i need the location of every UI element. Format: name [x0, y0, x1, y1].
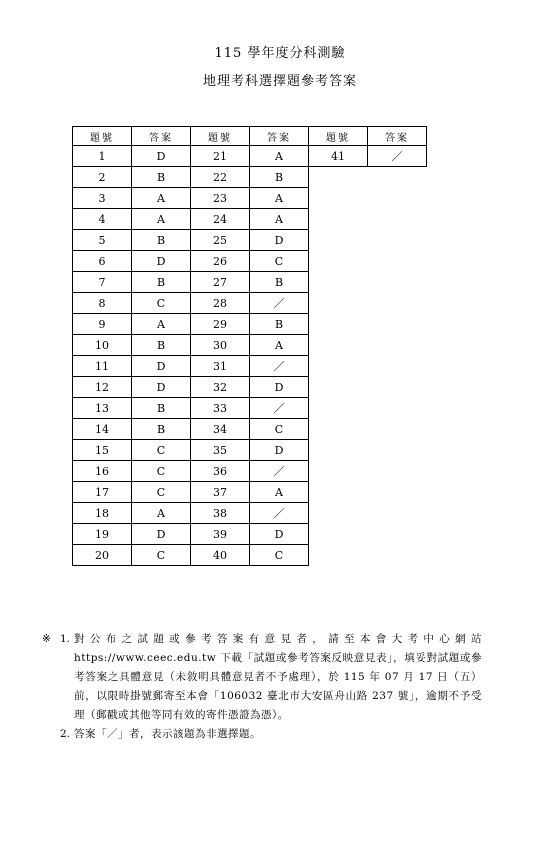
empty-cell — [368, 314, 427, 335]
answer-cell: D — [132, 524, 191, 545]
empty-cell — [368, 419, 427, 440]
question-number-cell: 34 — [191, 419, 250, 440]
note-number: 2. — [60, 728, 71, 740]
empty-cell — [309, 440, 368, 461]
empty-cell — [368, 251, 427, 272]
empty-cell — [309, 251, 368, 272]
empty-cell — [309, 461, 368, 482]
table-row — [73, 188, 427, 209]
empty-cell — [309, 377, 368, 398]
table-row — [73, 209, 427, 230]
notes-section — [42, 630, 482, 744]
question-number-cell: 20 — [73, 545, 132, 566]
table-header-row — [73, 127, 427, 146]
page-subtitle: 地理考科選擇題參考答案 — [202, 74, 357, 89]
empty-cell — [368, 335, 427, 356]
empty-cell — [368, 461, 427, 482]
answer-cell: D — [250, 524, 309, 545]
answer-cell: A — [250, 209, 309, 230]
empty-cell — [368, 356, 427, 377]
question-number-cell: 30 — [191, 335, 250, 356]
column-header: 答案 — [368, 127, 427, 146]
answer-cell: ／ — [250, 503, 309, 524]
answer-cell: A — [132, 314, 191, 335]
question-number-cell: 23 — [191, 188, 250, 209]
answer-cell: ／ — [250, 293, 309, 314]
answer-cell: B — [250, 167, 309, 188]
empty-cell — [368, 188, 427, 209]
empty-cell — [309, 503, 368, 524]
answer-cell: C — [132, 293, 191, 314]
question-number-cell: 8 — [73, 293, 132, 314]
question-number-cell: 13 — [73, 398, 132, 419]
empty-cell — [368, 377, 427, 398]
answer-cell: C — [250, 251, 309, 272]
empty-cell — [309, 545, 368, 566]
answer-cell: A — [250, 482, 309, 503]
column-header: 題號 — [191, 127, 250, 146]
question-number-cell: 19 — [73, 524, 132, 545]
empty-cell — [309, 419, 368, 440]
question-number-cell: 26 — [191, 251, 250, 272]
table-row — [73, 251, 427, 272]
answer-cell: B — [250, 272, 309, 293]
table-row — [73, 398, 427, 419]
question-number-cell: 35 — [191, 440, 250, 461]
empty-cell — [309, 230, 368, 251]
note-text: 答案「／」者，表示該題為非選擇題。 — [74, 728, 261, 740]
answer-cell: D — [250, 230, 309, 251]
answer-cell: A — [132, 503, 191, 524]
question-number-cell: 4 — [73, 209, 132, 230]
empty-cell — [309, 209, 368, 230]
answer-cell: A — [132, 188, 191, 209]
question-number-cell: 21 — [191, 146, 250, 167]
answer-cell: A — [250, 146, 309, 167]
answer-cell: B — [132, 272, 191, 293]
note-item — [42, 725, 482, 744]
empty-cell — [368, 209, 427, 230]
column-header: 題號 — [309, 127, 368, 146]
empty-cell — [368, 503, 427, 524]
empty-cell — [309, 398, 368, 419]
answer-cell: B — [132, 230, 191, 251]
column-header: 答案 — [132, 127, 191, 146]
question-number-cell: 6 — [73, 251, 132, 272]
empty-cell — [309, 482, 368, 503]
answer-cell: B — [132, 335, 191, 356]
answer-cell: C — [132, 461, 191, 482]
answer-cell: D — [250, 440, 309, 461]
question-number-cell: 38 — [191, 503, 250, 524]
answer-cell: ／ — [250, 356, 309, 377]
empty-cell — [309, 314, 368, 335]
question-number-cell: 22 — [191, 167, 250, 188]
empty-cell — [309, 167, 368, 188]
empty-cell — [368, 230, 427, 251]
empty-cell — [368, 167, 427, 188]
table-row — [73, 314, 427, 335]
question-number-cell: 2 — [73, 167, 132, 188]
question-number-cell: 1 — [73, 146, 132, 167]
question-number-cell: 10 — [73, 335, 132, 356]
empty-cell — [368, 440, 427, 461]
table-row — [73, 524, 427, 545]
question-number-cell: 18 — [73, 503, 132, 524]
answer-cell: ／ — [368, 146, 427, 167]
answer-cell: ／ — [250, 461, 309, 482]
empty-cell — [309, 356, 368, 377]
question-number-cell: 3 — [73, 188, 132, 209]
answer-cell: A — [250, 188, 309, 209]
answer-table-body — [73, 146, 427, 566]
answer-cell: D — [132, 146, 191, 167]
question-number-cell: 14 — [73, 419, 132, 440]
answer-cell: C — [250, 419, 309, 440]
answer-table — [72, 126, 427, 566]
answer-cell: B — [132, 398, 191, 419]
page-title: 115 學年度分科測驗 — [214, 46, 346, 61]
answer-cell: D — [132, 377, 191, 398]
answer-cell: D — [250, 377, 309, 398]
column-header: 答案 — [250, 127, 309, 146]
answer-cell: A — [132, 209, 191, 230]
question-number-cell: 17 — [73, 482, 132, 503]
question-number-cell: 31 — [191, 356, 250, 377]
empty-cell — [309, 293, 368, 314]
table-row — [73, 545, 427, 566]
empty-cell — [368, 272, 427, 293]
table-row — [73, 482, 427, 503]
question-number-cell: 12 — [73, 377, 132, 398]
table-row — [73, 356, 427, 377]
empty-cell — [309, 335, 368, 356]
question-number-cell: 7 — [73, 272, 132, 293]
note-number: 1. — [60, 633, 71, 645]
table-row — [73, 167, 427, 188]
answer-cell: B — [132, 419, 191, 440]
table-row — [73, 272, 427, 293]
empty-cell — [368, 545, 427, 566]
question-number-cell: 15 — [73, 440, 132, 461]
question-number-cell: 25 — [191, 230, 250, 251]
question-number-cell: 32 — [191, 377, 250, 398]
note-item — [42, 630, 482, 725]
table-row — [73, 440, 427, 461]
answer-cell: B — [250, 314, 309, 335]
question-number-cell: 27 — [191, 272, 250, 293]
column-header: 題號 — [73, 127, 132, 146]
answer-cell: C — [132, 440, 191, 461]
question-number-cell: 24 — [191, 209, 250, 230]
table-row — [73, 146, 427, 167]
question-number-cell: 16 — [73, 461, 132, 482]
answer-cell: A — [250, 335, 309, 356]
table-row — [73, 419, 427, 440]
question-number-cell: 41 — [309, 146, 368, 167]
answer-cell: C — [132, 545, 191, 566]
table-row — [73, 461, 427, 482]
answer-cell: B — [132, 167, 191, 188]
empty-cell — [368, 398, 427, 419]
answer-cell: D — [132, 356, 191, 377]
question-number-cell: 40 — [191, 545, 250, 566]
empty-cell — [368, 482, 427, 503]
question-number-cell: 33 — [191, 398, 250, 419]
question-number-cell: 11 — [73, 356, 132, 377]
answer-cell: C — [250, 545, 309, 566]
question-number-cell: 9 — [73, 314, 132, 335]
table-row — [73, 377, 427, 398]
question-number-cell: 36 — [191, 461, 250, 482]
answer-cell: C — [132, 482, 191, 503]
note-text: 對公布之試題或參考答案有意見者，請至本會大考中心網站 https://www.ceec.edu.tw 下載「試題或參考答案反映意見表」，填妥對試題或參考答案之具體意見（未敘明具體意見者不予處理），於 115 年 07 月 17 日（五）前，以限時掛號郵寄至本會「106032 臺北市大安區舟山路 237 號」，逾期不予受理（郵戳或其他等同有效的寄件憑證為憑）。 — [74, 633, 482, 721]
question-number-cell: 37 — [191, 482, 250, 503]
empty-cell — [309, 188, 368, 209]
table-row — [73, 503, 427, 524]
empty-cell — [309, 272, 368, 293]
table-row — [73, 293, 427, 314]
table-row — [73, 335, 427, 356]
question-number-cell: 39 — [191, 524, 250, 545]
empty-cell — [368, 293, 427, 314]
answer-cell: ／ — [250, 398, 309, 419]
question-number-cell: 29 — [191, 314, 250, 335]
question-number-cell: 5 — [73, 230, 132, 251]
question-number-cell: 28 — [191, 293, 250, 314]
note-mark: ※ — [42, 633, 51, 645]
empty-cell — [368, 524, 427, 545]
table-row — [73, 230, 427, 251]
empty-cell — [309, 524, 368, 545]
answer-cell: D — [132, 251, 191, 272]
